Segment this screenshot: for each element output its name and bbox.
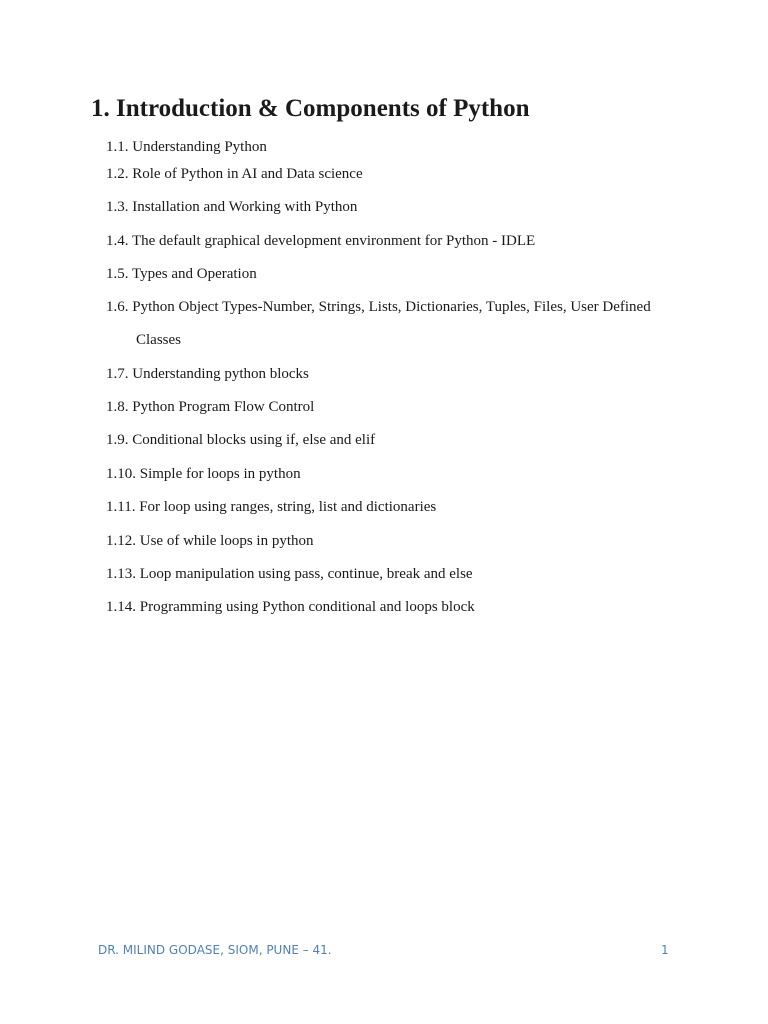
toc-item-1-14: 1.14. Programming using Python conditional and loops block [106,599,475,615]
toc-item-1-8: 1.8. Python Program Flow Control [106,399,315,415]
footer-author: DR. MILIND GODASE, SIOM, PUNE – 41. [98,943,332,957]
toc-item-1-5: 1.5. Types and Operation [106,266,257,282]
toc-item-1-3: 1.3. Installation and Working with Python [106,199,358,215]
toc-item-1-9: 1.9. Conditional blocks using if, else and elif [106,432,376,448]
toc-item-1-6-continuation: Classes [136,332,181,348]
toc-item-1-6: 1.6. Python Object Types-Number, Strings, Lists, Dictionaries, Tuples, Files, User Defined [106,299,651,315]
toc-item-1-11: 1.11. For loop using ranges, string, list and dictionaries [106,499,437,515]
toc-item-1-1: 1.1. Understanding Python [106,139,267,155]
toc-item-1-10: 1.10. Simple for loops in python [106,466,301,482]
toc-item-1-2: 1.2. Role of Python in AI and Data science [106,166,363,182]
toc-item-1-7: 1.7. Understanding python blocks [106,366,309,382]
toc-item-1-13: 1.13. Loop manipulation using pass, continue, break and else [106,566,473,582]
toc-item-1-12: 1.12. Use of while loops in python [106,533,314,549]
page-title: 1. Introduction & Components of Python [91,95,530,122]
toc-item-1-4: 1.4. The default graphical development environment for Python - IDLE [106,233,536,249]
footer-page-number: 1 [661,943,669,957]
